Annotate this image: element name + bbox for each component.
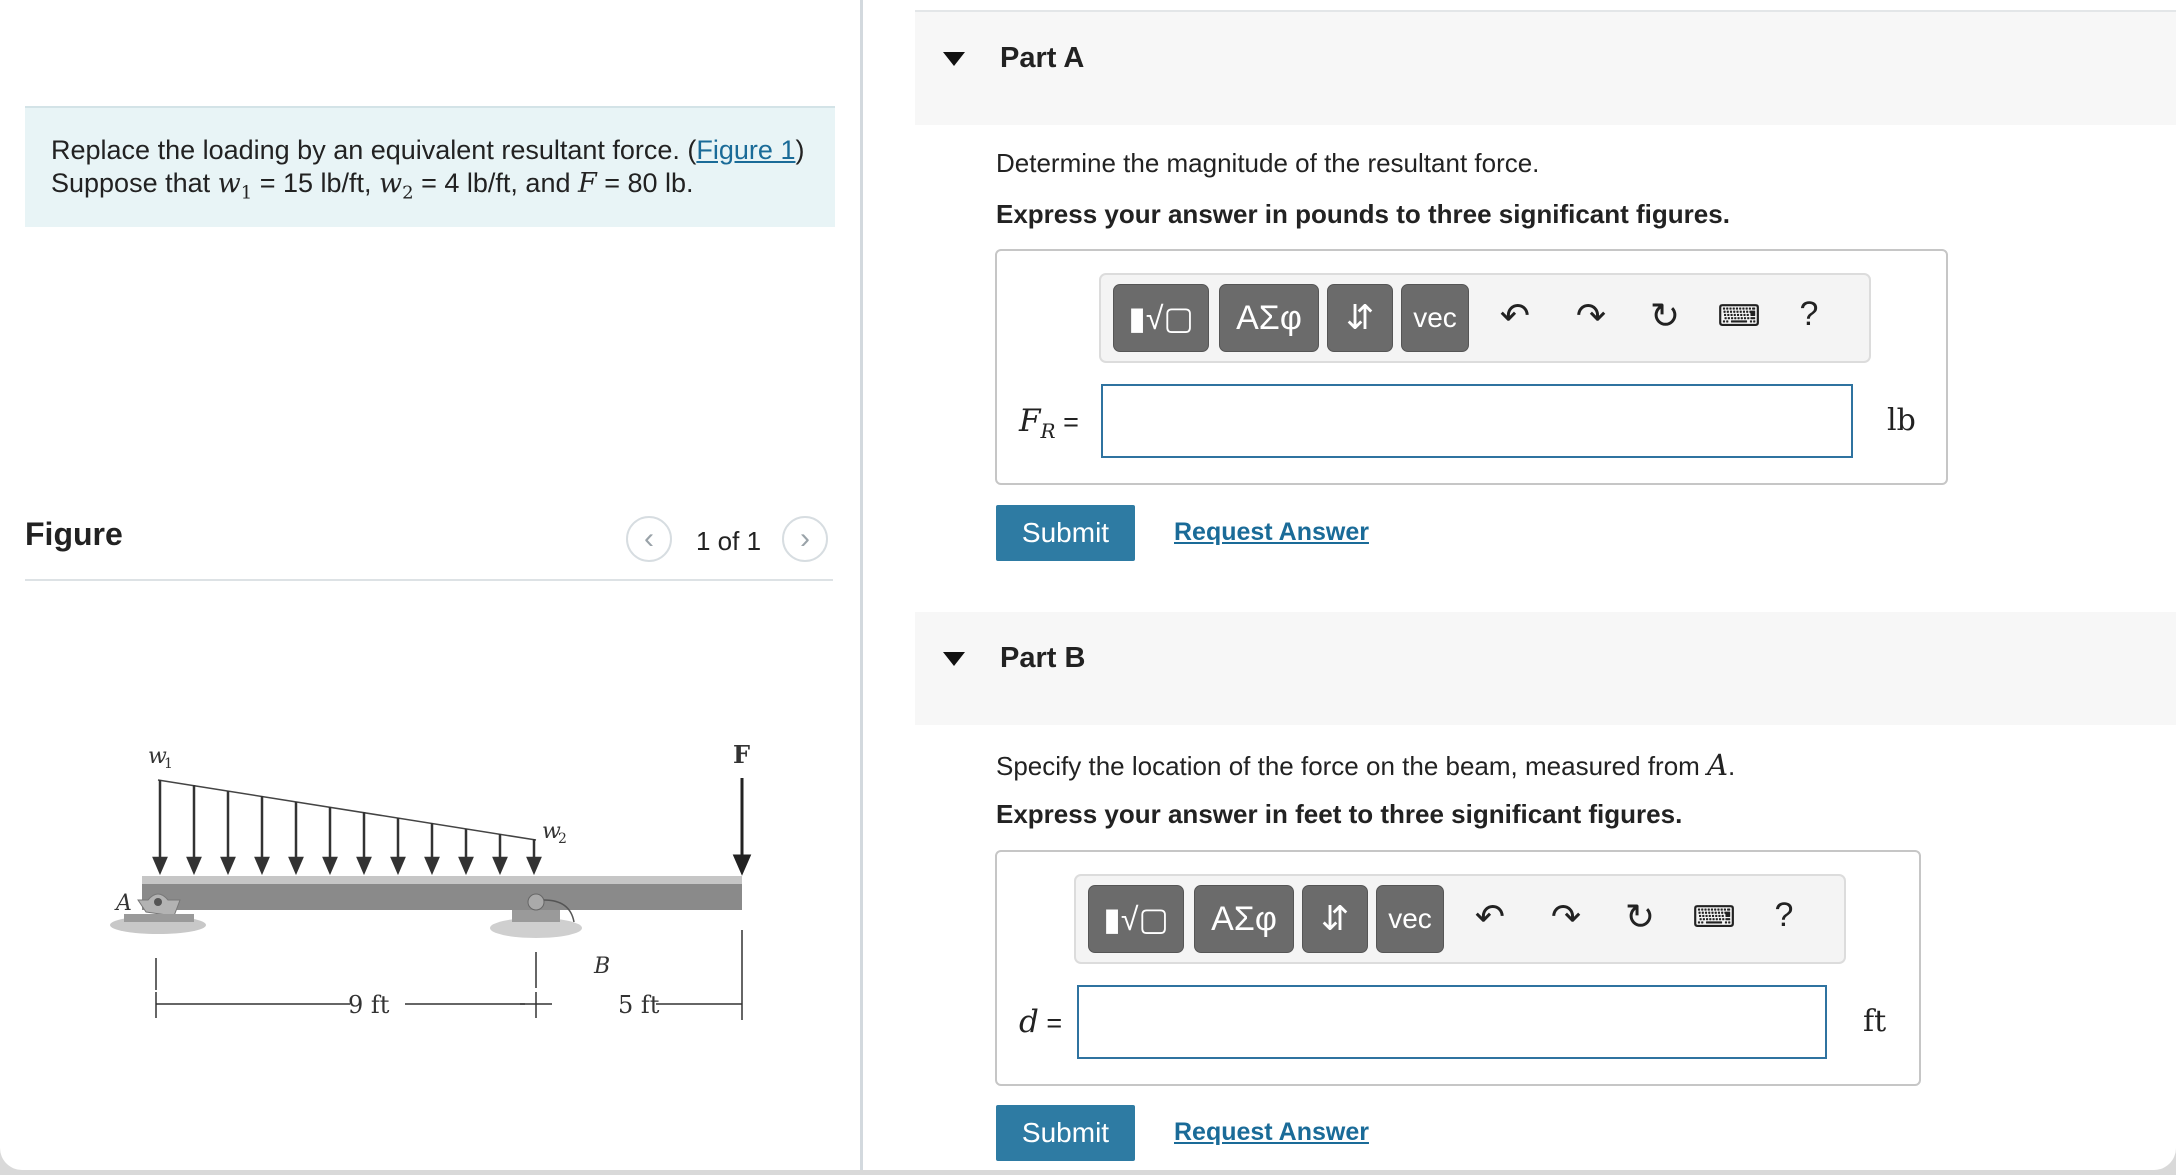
- greek-symbols-button[interactable]: ΑΣφ: [1194, 885, 1294, 953]
- undo-icon[interactable]: ↶: [1474, 896, 1506, 937]
- part-b-lhs: [1019, 1004, 1062, 1040]
- problem-line-2: [51, 167, 835, 209]
- label-w2: w: [542, 819, 561, 844]
- label-dim-9ft: 9 ft: [348, 991, 390, 1019]
- part-b-instruction: Express your answer in feet to three significant figures.: [996, 799, 1683, 829]
- part-a-question: Determine the magnitude of the resultant force.: [996, 148, 1540, 178]
- d-symbol: d: [1019, 1004, 1039, 1040]
- part-a-submit-button[interactable]: Submit: [996, 505, 1135, 561]
- w1-symbol: w: [217, 168, 241, 199]
- help-button[interactable]: ?: [1774, 896, 1794, 934]
- label-dim-5ft: 5 ft: [618, 991, 660, 1019]
- label-B: B: [594, 954, 611, 979]
- part-b-question-period: .: [1728, 751, 1736, 781]
- arrows-button[interactable]: ⇵: [1302, 885, 1368, 953]
- beam-diagram: [100, 730, 760, 1030]
- problem-text-close: ): [795, 135, 805, 165]
- w1-subscript: 1: [240, 182, 253, 204]
- next-figure-button[interactable]: [782, 516, 828, 562]
- F-value: = 80 lb.: [596, 168, 694, 198]
- problem-given-prefix: Suppose that: [51, 168, 218, 198]
- templates-button[interactable]: ▮√▢: [1088, 885, 1184, 953]
- redo-icon[interactable]: ↷: [1575, 295, 1607, 336]
- reset-icon[interactable]: ↻: [1649, 295, 1681, 336]
- keyboard-icon[interactable]: ⌨: [1717, 300, 1761, 333]
- F-symbol: F: [578, 168, 597, 199]
- figure-divider: [25, 579, 833, 581]
- w2-symbol: w: [379, 168, 403, 199]
- figure-pager: 1 of 1: [696, 526, 762, 556]
- part-b-answer-box: [995, 850, 1921, 1086]
- load-outline: [158, 780, 536, 840]
- help-button[interactable]: ?: [1799, 295, 1819, 333]
- part-a-instruction: Express your answer in pounds to three significant figures.: [996, 199, 1730, 229]
- problem-statement: [25, 106, 835, 227]
- part-a-header[interactable]: [915, 12, 2176, 125]
- chevron-left-icon: ‹: [644, 522, 654, 555]
- problem-line-1: [51, 134, 835, 167]
- load-arrows: [154, 780, 540, 872]
- reset-icon[interactable]: ↻: [1624, 896, 1656, 937]
- part-a-unit: lb: [1887, 403, 1916, 438]
- part-b-question: [996, 748, 1735, 782]
- label-w2-sub: 2: [558, 831, 567, 847]
- part-b-unit: ft: [1863, 1004, 1887, 1039]
- w2-subscript: 2: [402, 182, 414, 204]
- keyboard-icon[interactable]: ⌨: [1692, 901, 1736, 934]
- label-A: A: [116, 891, 132, 916]
- problem-text: Replace the loading by an equivalent resultant force. (: [51, 135, 697, 165]
- prev-figure-button[interactable]: [626, 516, 672, 562]
- part-a-answer-box: [995, 249, 1948, 485]
- FR-subscript: R: [1040, 419, 1056, 444]
- figure-link[interactable]: Figure 1: [696, 135, 796, 165]
- redo-icon[interactable]: ↷: [1550, 896, 1582, 937]
- beam-top: [142, 876, 742, 884]
- label-w1-sub: 1: [164, 756, 173, 772]
- left-panel: [0, 0, 860, 1170]
- figure-title: Figure: [25, 516, 123, 552]
- vec-button[interactable]: vec: [1376, 885, 1444, 953]
- FR-symbol: F: [1019, 403, 1041, 439]
- part-b-header[interactable]: [915, 612, 2176, 725]
- A-symbol: A: [1707, 748, 1729, 782]
- label-w1: w: [148, 744, 167, 769]
- w1-value: = 15 lb/ft,: [252, 168, 380, 198]
- part-a-answer-input[interactable]: [1101, 384, 1853, 458]
- FR-equals: =: [1055, 407, 1079, 437]
- part-b-question-text: Specify the location of the force on the beam, measured from: [996, 751, 1708, 781]
- part-a-math-toolbar: [1099, 273, 1871, 363]
- arrows-button[interactable]: ⇵: [1327, 284, 1393, 352]
- undo-icon[interactable]: ↶: [1499, 295, 1531, 336]
- collapse-caret-icon[interactable]: [943, 52, 965, 66]
- panel-divider: [860, 0, 863, 1170]
- chevron-right-icon: ›: [800, 522, 810, 555]
- collapse-caret-icon[interactable]: [943, 652, 965, 666]
- force-F-arrow: [735, 778, 749, 872]
- part-a-lhs: [1019, 403, 1079, 443]
- part-a-request-answer-link[interactable]: Request Answer: [1174, 518, 1369, 546]
- part-b-math-toolbar: [1074, 874, 1846, 964]
- part-b-title: Part B: [1000, 642, 1086, 674]
- w2-value: = 4 lb/ft, and: [413, 168, 578, 198]
- vec-button[interactable]: vec: [1401, 284, 1469, 352]
- templates-button[interactable]: ▮√▢: [1113, 284, 1209, 352]
- part-b-request-answer-link[interactable]: Request Answer: [1174, 1118, 1369, 1146]
- part-b-answer-input[interactable]: [1077, 985, 1827, 1059]
- part-a-title: Part A: [1000, 42, 1085, 74]
- part-b-submit-button[interactable]: Submit: [996, 1105, 1135, 1161]
- greek-symbols-button[interactable]: ΑΣφ: [1219, 284, 1319, 352]
- d-equals: =: [1038, 1008, 1063, 1038]
- label-F: F: [733, 740, 751, 769]
